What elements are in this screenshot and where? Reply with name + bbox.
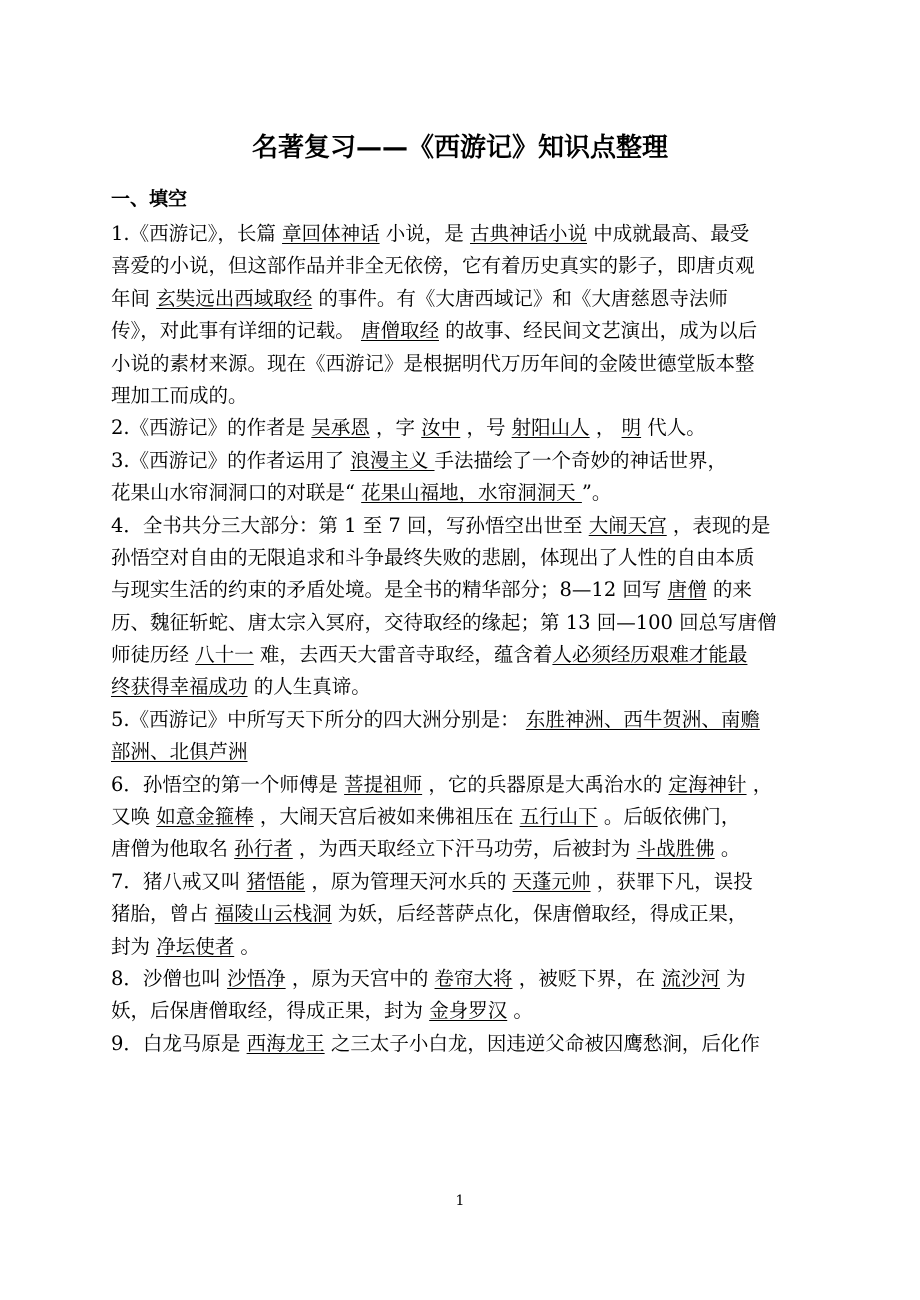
- text-line: [111, 769, 823, 801]
- text-line: [111, 995, 823, 1027]
- text-line: [111, 963, 823, 995]
- line-text: 为妖，后经菩萨点化，保唐僧取经，得成正果，: [331, 902, 748, 926]
- answer-text: 人必须经历艰难才能最: [552, 643, 748, 667]
- line-text: 之三太子小白龙，因违逆父命被囚鹰愁涧，后化作: [324, 1031, 760, 1055]
- text-line: [111, 898, 823, 930]
- line-text: 妖，后保唐僧取经，得成正果，封为: [111, 999, 430, 1023]
- answer-text: 定海神针: [668, 772, 747, 796]
- text-line: [111, 607, 823, 639]
- answer-text: 孙行者: [234, 837, 293, 861]
- line-text: ，原为天宫中的: [285, 966, 435, 990]
- line-text: 的人生真谛。: [247, 675, 371, 699]
- line-text: 与现实生活的约束的矛盾处境。是全书的精华部分；8—12 回写: [111, 578, 668, 602]
- line-text: 孙悟空对自由的无限追求和斗争最终失败的悲剧，体现出了人性的自由本质: [111, 545, 755, 569]
- page-number: 1: [455, 1193, 465, 1209]
- line-text: ，: [746, 772, 773, 796]
- answer-text: 八十一: [195, 643, 254, 667]
- line-text: 3.《西游记》的作者运用了: [111, 448, 351, 472]
- line-text: 喜爱的小说，但这部作品并非全无依傍，它有着历史真实的影子，即唐贞观: [111, 254, 755, 278]
- line-text: 手法描绘了一个奇妙的神话世界，: [434, 448, 728, 472]
- answer-text: 东胜神洲、西牛贺洲、南赡: [525, 707, 760, 731]
- answer-text: 玄奘远出西域取经: [156, 286, 313, 310]
- answer-text: 金身罗汉: [429, 999, 508, 1023]
- line-text: 。: [507, 999, 533, 1023]
- line-text: 小说，是: [379, 222, 470, 245]
- line-text: 又唤: [111, 805, 157, 829]
- answer-text: 卷帘大将: [434, 966, 513, 990]
- text-line: [111, 704, 823, 736]
- answer-text: 浪漫主义: [350, 448, 435, 472]
- text-line: [111, 250, 823, 282]
- line-text: 8．沙僧也叫: [111, 966, 228, 990]
- document-title: 名著复习——《西游记》知识点整理: [251, 133, 668, 163]
- line-text: ，号: [460, 416, 512, 440]
- answer-text: 唐僧: [667, 578, 707, 602]
- line-text: 6．孙悟空的第一个师傅是: [111, 772, 345, 796]
- line-text: 。: [714, 837, 741, 861]
- section-heading: 一、填空: [111, 188, 188, 210]
- line-text: 封为: [111, 934, 157, 958]
- line-text: 5.《西游记》中所写天下所分的四大洲分别是：: [111, 707, 526, 731]
- line-text: 传》，对此事有详细的记载。: [111, 319, 361, 343]
- text-line: [111, 1028, 823, 1060]
- line-text: 花果山水帘洞洞口的对联是“: [111, 481, 362, 505]
- line-text: ，原为管理天河水兵的: [305, 869, 513, 893]
- line-text: 难，去西天大雷音寺取经，蕴含着: [253, 643, 553, 667]
- text-line: [111, 574, 823, 606]
- answer-text: 天蓬元帅: [512, 869, 591, 893]
- text-line: [111, 510, 823, 542]
- answer-text: 射阳山人: [511, 416, 590, 440]
- line-text: 7．猪八戒又叫: [111, 869, 247, 893]
- answer-text: 流沙河: [661, 966, 720, 990]
- line-text: 唐僧为他取名: [111, 837, 235, 861]
- line-text: 9．白龙马原是: [111, 1031, 247, 1055]
- text-line: [111, 477, 823, 509]
- text-line: [111, 866, 823, 898]
- text-line: [111, 639, 823, 671]
- line-text: 2.《西游记》的作者是: [111, 416, 312, 440]
- line-text: ，表现的是: [666, 513, 771, 537]
- answer-text: 唐僧取经: [360, 319, 439, 343]
- answer-text: 福陵山云栈洞: [214, 902, 332, 926]
- answer-text: 猪悟能: [246, 869, 306, 893]
- line-text: 的来: [706, 578, 752, 602]
- text-line: [111, 218, 823, 250]
- answer-text: 章回体神话: [282, 222, 380, 245]
- text-line: [111, 833, 823, 865]
- line-text: 4．全书共分三大部分：第 1 至 7 回，写孙悟空出世至: [111, 513, 589, 537]
- text-line: [111, 801, 823, 833]
- text-line: [111, 315, 823, 347]
- answer-text: 汝中: [421, 416, 461, 440]
- text-line: [111, 445, 823, 477]
- answer-text: 大闹天宫: [588, 513, 667, 537]
- text-line: [111, 283, 823, 315]
- answer-text: 明: [621, 416, 642, 440]
- answer-text: 吴承恩: [311, 416, 370, 440]
- answer-text: 沙悟净: [227, 966, 286, 990]
- answer-text: 终获得幸福成功: [111, 675, 248, 699]
- line-text: 猪胎，曾占: [111, 902, 215, 926]
- line-text: 1.《西游记》，长篇: [111, 222, 283, 245]
- line-text: 师徒历经: [111, 643, 196, 667]
- line-text: ，获罪下凡，误投: [590, 869, 753, 893]
- answer-text: 净坛使者: [156, 934, 235, 958]
- text-line: [111, 671, 823, 703]
- line-text: ，被贬下界，在: [512, 966, 662, 990]
- line-text: ，字: [369, 416, 422, 440]
- line-text: 。: [234, 934, 260, 958]
- text-line: [111, 736, 823, 768]
- answer-text: 花果山福地，水帘洞洞天: [361, 481, 582, 505]
- line-text: ，大闹天宫后被如来佛祖压在: [253, 805, 520, 829]
- line-text: ，: [589, 416, 622, 440]
- answer-text: 斗战胜佛: [636, 837, 715, 861]
- text-line: [111, 348, 823, 380]
- line-text: 年间: [111, 286, 157, 310]
- line-text: 。后皈依佛门，: [597, 805, 741, 829]
- answer-text: 五行山下: [519, 805, 598, 829]
- text-line: [111, 931, 823, 963]
- line-text: 小说的素材来源。现在《西游记》是根据明代万历年间的金陵世德堂版本整: [111, 351, 755, 375]
- line-text: 代人。: [641, 416, 706, 440]
- answer-text: 部洲、北俱芦洲: [111, 740, 248, 764]
- line-text: ，它的兵器原是大禹治水的: [422, 772, 669, 796]
- answer-text: 菩提祖师: [344, 772, 423, 796]
- line-text: 中成就最高、最受: [587, 222, 750, 245]
- line-text: 历、魏征斩蛇、唐太宗入冥府，交待取经的缘起；第 13 回—100 回总写唐僧: [111, 610, 777, 634]
- line-text: ”。: [581, 481, 612, 505]
- answer-text: 如意金箍棒: [156, 805, 254, 829]
- text-line: [111, 380, 823, 412]
- text-line: [111, 412, 823, 444]
- line-text: ，为西天取经立下汗马功劳，后被封为: [292, 837, 637, 861]
- text-line: [111, 542, 823, 574]
- line-text: 的故事、经民间文艺演出，成为以后: [438, 319, 758, 343]
- answer-text: 古典神话小说: [469, 222, 587, 245]
- answer-text: 西海龙王: [246, 1031, 325, 1055]
- document-body: [111, 218, 823, 1060]
- line-text: 为: [719, 966, 746, 990]
- line-text: 的事件。有《大唐西域记》和《大唐慈恩寺法师: [312, 286, 728, 310]
- line-text: 理加工而成的。: [111, 383, 248, 407]
